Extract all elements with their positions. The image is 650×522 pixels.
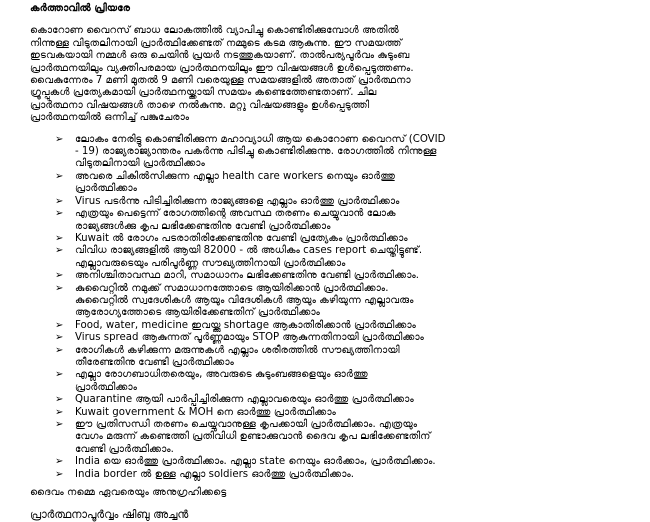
prayer-item-text: വിടുതലിനായി പ്രാർത്ഥിക്കാം [75, 158, 205, 170]
arrow-bullet-icon: ➢ [55, 369, 64, 381]
prayer-item-text: Virus spread ആകുന്നത് പൂർണ്ണമായും STOP ആകുന്നതിനായി പ്രാർത്ഥിക്കാം [75, 332, 424, 344]
intro-line: വൈകുന്നേരം 7 മണി മുതൽ 9 മണി വരെയുള്ള സമയങ്ങളിൽ അതാത് പ്രാർത്ഥനാ [30, 75, 411, 87]
arrow-bullet-icon: ➢ [55, 394, 64, 406]
prayer-item-text: ഈ പ്രതിസന്ധി തരണം ചെയ്യുവാനുള്ള കൃപക്കായി പ്രാർത്ഥിക്കാം. എത്രയും [75, 419, 418, 430]
arrow-bullet-icon: ➢ [55, 344, 64, 356]
prayer-item [55, 407, 620, 419]
arrow-bullet-icon: ➢ [55, 270, 64, 282]
intro-line: ഇടവകയായി നമ്മൾ ഒരു ചെയിൻ പ്രയർ നടത്തുകയാണ്. താൽപര്യപൂർവം കുടുംബ [30, 50, 410, 62]
prayer-item-text: അവരെ ചികിൽസിക്കുന്ന എല്ലാ health care workers നെയും ഓർത്തു [75, 170, 396, 182]
prayer-item [55, 369, 620, 394]
intro-line: പ്രാർത്ഥനാ വിഷയങ്ങൾ താഴെ നൽകുന്നു. മറ്റു വിഷയങ്ങളും ഉൾപ്പെടുത്തി [30, 99, 370, 111]
prayer-item-text: രോഗികൾ കഴിക്കുന്ന മരുന്നുകൾ എല്ലാം ശരീരത്തിൽ സൗഖ്യത്തിനായി [75, 344, 400, 356]
prayer-item [55, 171, 620, 196]
prayer-item [55, 419, 620, 456]
prayer-item-text: തീരേണ്ടതിനു വേണ്ടി പ്രാർത്ഥിക്കാം [75, 356, 234, 368]
arrow-bullet-icon: ➢ [55, 319, 64, 331]
closing-blessing: ദൈവം നമ്മെ ഏവരെയും അനുഗ്രഹിക്കട്ടെ [30, 487, 227, 499]
arrow-bullet-icon: ➢ [55, 133, 64, 145]
arrow-bullet-icon: ➢ [55, 468, 64, 480]
prayer-item-text: രാജ്യങ്ങൾക്കു കൃപ ലഭിക്കേണ്ടതിനു വേണ്ടി പ്രാർത്ഥിക്കാം [75, 220, 331, 232]
arrow-bullet-icon: ➢ [55, 419, 64, 430]
prayer-item [55, 345, 620, 370]
prayer-item [55, 270, 620, 282]
prayer-item-text: India യെ ഓർത്തു പ്രാർത്ഥിക്കാം. എല്ലാ state നെയും ഓർക്കാം, പ്രാർത്ഥിക്കാം. [75, 456, 436, 468]
arrow-bullet-icon: ➢ [55, 195, 64, 207]
signature: പ്രാർത്ഥനാപൂർവ്വം ഷിബു അച്ചൻ [30, 508, 189, 522]
prayer-item [55, 283, 620, 320]
prayer-item-text: അനിശ്ചിതാവസ്ഥ മാറി, സമാധാനം ലഭിക്കേണ്ടതിനു വേണ്ടി പ്രാർത്ഥിക്കാം. [75, 270, 419, 282]
prayer-item-text: എത്രയും പെട്ടെന്ന് രോഗത്തിന്റെ അവസ്ഥ തരണം ചെയ്യുവാൻ ലോക [75, 208, 396, 220]
arrow-bullet-icon: ➢ [55, 406, 64, 418]
arrow-bullet-icon: ➢ [55, 282, 64, 294]
prayer-item [55, 208, 620, 233]
prayer-item-text: പ്രാർത്ഥിക്കാം [75, 381, 137, 393]
prayer-item [55, 456, 620, 468]
prayer-list [30, 134, 620, 481]
prayer-item [55, 469, 620, 481]
prayer-item-text: കുവൈറ്റിൽ സ്വദേശികൾ ആയും വിദേശികൾ ആയും കഴിയുന്ന എല്ലാവരും [75, 294, 414, 306]
arrow-bullet-icon: ➢ [55, 245, 64, 257]
arrow-bullet-icon: ➢ [55, 170, 64, 182]
prayer-item [55, 332, 620, 344]
prayer-item-text: വിവിധ രാജ്യങ്ങളിൽ ആയി 82000 - ൽ അധികം cases report ചെയ്തിട്ടുണ്ട്. [75, 245, 423, 257]
prayer-item-text: - 19) രാജ്യരാജ്യാന്തരം പകർന്നു പിടിച്ചു കൊണ്ടിരിക്കുന്നു. രോഗത്തിൽ നിന്നുള്ള [75, 146, 437, 158]
prayer-item-text: പ്രാർത്ഥിക്കാം [75, 183, 137, 195]
prayer-item-text: India border ൽ ഉള്ള എല്ലാ soldiers ഓർത്തു പ്രാർത്ഥിക്കാം. [75, 468, 354, 480]
prayer-item-text: Virus പടർന്നു പിടിച്ചിരിക്കുന്ന രാജ്യങ്ങളെ എല്ലാം ഓർത്തു പ്രാർത്ഥിക്കാം [75, 195, 400, 207]
prayer-item [55, 233, 620, 245]
prayer-item-text: ആരോഗ്യത്തോടെ ആയിരിക്കേണ്ടതിന് പ്രാർത്ഥിക്കാം [75, 307, 320, 319]
intro-line: കൊറോണ വൈറസ് ബാധ ലോകത്തിൽ വ്യാപിച്ചു കൊണ്ടിരിക്കുമ്പോൾ അതിൽ [30, 25, 399, 37]
prayer-item-text: വേണ്ടി പ്രാർത്ഥിക്കാം. [75, 443, 174, 455]
intro-line: പ്രാർത്ഥനയിലും വ്യക്തിപരമായ പ്രാർത്ഥനയിലും ഈ വിഷയങ്ങൾ ഉൾപ്പെടുത്തണം. [30, 62, 414, 74]
prayer-item [55, 320, 620, 332]
intro-paragraph [30, 25, 620, 124]
prayer-item-text: എല്ലാ രോഗബാധിതരെയും, അവരുടെ കുടുംബങ്ങളെയും ഓർത്തു [75, 369, 368, 381]
arrow-bullet-icon: ➢ [55, 456, 64, 468]
prayer-item-text: Quarantine ആയി പാർപ്പിച്ചിരിക്കുന്ന എല്ലാവരെയും ഓർത്തു പ്രാർത്ഥിക്കാം [75, 394, 414, 406]
prayer-item [55, 134, 620, 171]
prayer-item [55, 196, 620, 208]
arrow-bullet-icon: ➢ [55, 332, 64, 344]
prayer-item-text: കുവൈറ്റിൽ നമുക്ക് സമാധാനത്തോടെ ആയിരിക്കാൻ പ്രാർത്ഥിക്കാം. [75, 282, 389, 294]
prayer-item [55, 394, 620, 406]
prayer-item-text: വേഗം മരുന്ന് കണ്ടെത്തി പ്രതിവിധി ഉണ്ടാക്കുവാൻ ദൈവ കൃപ ലഭിക്കേണ്ടതിന് [75, 431, 431, 443]
arrow-bullet-icon: ➢ [55, 208, 64, 220]
prayer-item-text: ലോകം നേരിട്ടു കൊണ്ടിരിക്കുന്ന മഹാവ്യാധി ആയ കൊറോണ വൈറസ് (COVID [75, 133, 446, 145]
prayer-item-text: എല്ലാവരുടെയും പരിപൂർണ്ണ സൗഖ്യത്തിനായി പ്രാർത്ഥിക്കാം [75, 257, 346, 269]
prayer-item-text: Kuwait government & MOH നെ ഓർത്തു പ്രാർത്ഥിക്കാം [75, 406, 336, 418]
intro-line: ഗ്രൂപ്പുകൾ പ്രത്യേകമായി പ്രാർത്ഥനയ്ക്കായി സമയം കണ്ടെത്തേണ്ടതാണ്. ചില [30, 87, 377, 99]
prayer-item-text: Food, water, medicine ഇവയ്ക്കു shortage ആകാതിരിക്കാൻ പ്രാർത്ഥിക്കാം [75, 319, 416, 331]
prayer-item-text: Kuwait ൽ രോഗം പടരാതിരിക്കേണ്ടതിനു വേണ്ടി പ്രത്യേകം പ്രാർത്ഥിക്കാം [75, 232, 408, 244]
arrow-bullet-icon: ➢ [55, 232, 64, 244]
intro-line: നിന്നുള്ള വിടുതലിനായി പ്രാർത്ഥിക്കേണ്ടത് നമ്മുടെ കടമ ആകുന്നു. ഈ സമയത്ത് [30, 37, 402, 49]
intro-line: പ്രാർത്ഥനയിൽ ഒന്നിച്ച് പങ്കുചേരാം [30, 112, 190, 124]
prayer-item [55, 245, 620, 270]
greeting: കർത്താവിൽ പ്രിയരേ [30, 3, 131, 14]
